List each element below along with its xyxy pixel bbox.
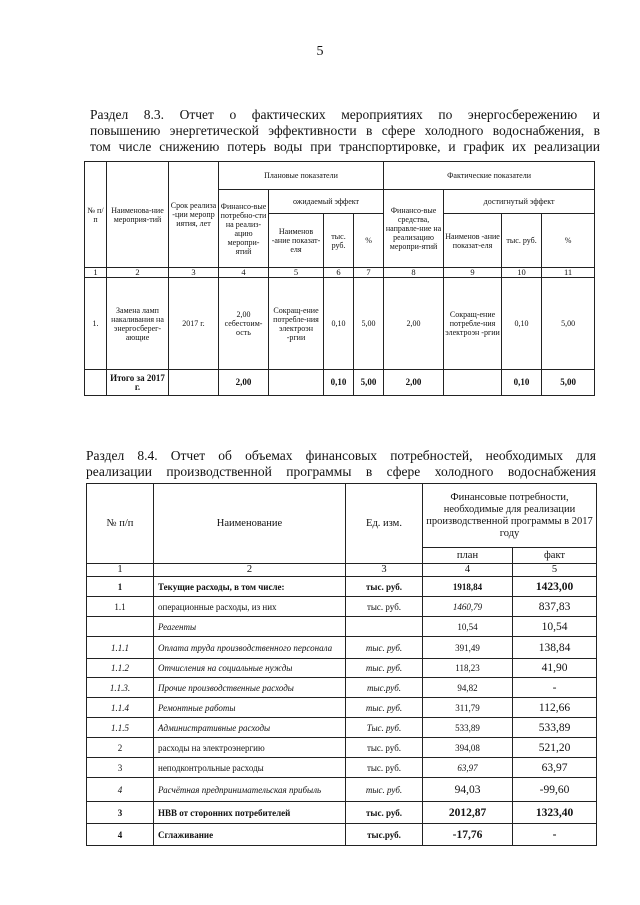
row-name: НВВ от сторонних потребителей [154, 802, 346, 824]
indicator-name-header: Наименов -ание показат-еля [444, 214, 502, 268]
fact-header: факт [513, 548, 597, 564]
col-number: 10 [502, 268, 542, 278]
fin-actual-header: Финансо-вые средства, направле-ние на реализацию меропри-ятий [384, 190, 444, 268]
col-num-header: № п/п [85, 162, 107, 268]
row-num: 2 [87, 738, 154, 758]
row-unit: тыс. руб. [346, 597, 423, 617]
row-fact: 63,97 [513, 758, 597, 778]
row-unit: тыс. руб. [346, 802, 423, 824]
measure-name: Замена ламп накаливания на энергосберег-ающие [107, 278, 169, 370]
row-name: Текущие расходы, в том числе: [154, 577, 346, 597]
row-plan: 10,54 [423, 617, 513, 637]
table-row [87, 758, 597, 778]
col-number: 3 [346, 564, 423, 577]
row-plan: -17,76 [423, 824, 513, 846]
row-unit: тыс. руб. [346, 577, 423, 597]
row-name: Ремонтные работы [154, 698, 346, 718]
table-row [87, 678, 597, 698]
row-fact: 533,89 [513, 718, 597, 738]
col-number: 2 [154, 564, 346, 577]
row-num: 4 [87, 824, 154, 846]
row-plan: 533,89 [423, 718, 513, 738]
row-name: Сглаживание [154, 824, 346, 846]
row-num: 1.1.3. [87, 678, 154, 698]
row-plan: 1918,84 [423, 577, 513, 597]
row-name: Расчётная предпринимательская прибыль [154, 778, 346, 802]
row-fact: 10,54 [513, 617, 597, 637]
row-name: Реагенты [154, 617, 346, 637]
row-fact: 1323,40 [513, 802, 597, 824]
col-number: 2 [107, 268, 169, 278]
col-number: 7 [354, 268, 384, 278]
fin-plan-header: Финансо-вые потребно-сти на реализ-ацию меропри-ятий [219, 190, 269, 268]
row-fact: 138,84 [513, 637, 597, 659]
section-8-4-title [86, 448, 596, 480]
table-row [87, 659, 597, 678]
row-plan: 2012,87 [423, 802, 513, 824]
row-fact: 41,90 [513, 659, 597, 678]
financial-needs-table [86, 483, 597, 846]
total-plan-thousand-rub: 0,10 [324, 370, 354, 396]
title-line: Раздел 8.4. Отчет об объемах финансовых потребностей, необходимых для [86, 448, 596, 463]
row-num: 1. [85, 278, 107, 370]
row-fact: - [513, 824, 597, 846]
row-num: 1.1.2 [87, 659, 154, 678]
row-plan: 394,08 [423, 738, 513, 758]
col-number: 1 [87, 564, 154, 577]
expected-effect-header: ожидаемый эффект [269, 190, 384, 214]
row-fact: 1423,00 [513, 577, 597, 597]
percent-header: % [542, 214, 595, 268]
row-num [87, 617, 154, 637]
unit-header: тыс. руб. [324, 214, 354, 268]
row-num: 1.1.5 [87, 718, 154, 738]
table-row [87, 637, 597, 659]
fin-plan: 2,00 себестоим-ость [219, 278, 269, 370]
indicator-name-header: Наименов -ание показат-еля [269, 214, 324, 268]
plan-percent: 5,00 [354, 278, 384, 370]
energy-saving-table [84, 161, 595, 396]
col-name-header: Наименование [154, 484, 346, 564]
row-unit: тыс. руб. [346, 698, 423, 718]
actual-thousand-rub: 0,10 [502, 278, 542, 370]
col-unit-header: Ед. изм. [346, 484, 423, 564]
row-plan: 1460,79 [423, 597, 513, 617]
row-num: 3 [87, 758, 154, 778]
row-fact: -99,60 [513, 778, 597, 802]
col-number: 1 [85, 268, 107, 278]
actual-percent: 5,00 [542, 278, 595, 370]
plan-header: план [423, 548, 513, 564]
row-name: Прочие производственные расходы [154, 678, 346, 698]
page-number: 5 [316, 44, 324, 59]
table-row [87, 718, 597, 738]
row-plan: 94,03 [423, 778, 513, 802]
row-unit: тыс. руб. [346, 659, 423, 678]
row-fact: 112,66 [513, 698, 597, 718]
planned-header: Плановые показатели [219, 162, 384, 190]
row-unit: Тыс. руб. [346, 718, 423, 738]
row-name: расходы на электроэнергию [154, 738, 346, 758]
table-row [87, 824, 597, 846]
row-unit: тыс. руб. [346, 738, 423, 758]
fin-needs-header: Финансовые потребности, необходимые для реализации производственной программы в 2017 году [423, 484, 597, 548]
row-plan: 118,23 [423, 659, 513, 678]
row-unit: тыс. руб. [346, 778, 423, 802]
col-num-header: № п/п [87, 484, 154, 564]
col-number: 11 [542, 268, 595, 278]
col-term-header: Срок реализа -ции меропр иятия, лет [169, 162, 219, 268]
total-actual-thousand-rub: 0,10 [502, 370, 542, 396]
col-number: 9 [444, 268, 502, 278]
col-number: 3 [169, 268, 219, 278]
title-line: том числе снижению потерь воды при транспортировке, и график их реализации [90, 139, 600, 154]
table-row [87, 738, 597, 758]
total-actual-percent: 5,00 [542, 370, 595, 396]
row-fact: 521,20 [513, 738, 597, 758]
row-name: Оплата труда производственного персонала [154, 637, 346, 659]
row-name: операционные расходы, из них [154, 597, 346, 617]
unit-header: тыс. руб. [502, 214, 542, 268]
row-plan: 94,82 [423, 678, 513, 698]
total-row [85, 370, 595, 396]
fin-actual: 2,00 [384, 278, 444, 370]
row-fact: 837,83 [513, 597, 597, 617]
indicator-plan: Сокращ-ение потребле-ния электроэн -ргии [269, 278, 324, 370]
col-number: 5 [269, 268, 324, 278]
total-fin-plan: 2,00 [219, 370, 269, 396]
row-num: 4 [87, 778, 154, 802]
table-row [87, 577, 597, 597]
row-plan: 311,79 [423, 698, 513, 718]
title-line: реализации производственной программы в сфере холодного водоснабжения [86, 464, 596, 479]
table-row [87, 698, 597, 718]
total-fin-actual: 2,00 [384, 370, 444, 396]
actual-header: Фактические показатели [384, 162, 595, 190]
title-line: повышению энергетической эффективности в сфере холодного водоснабжения, в [90, 123, 600, 138]
row-name: Отчисления на социальные нужды [154, 659, 346, 678]
row-num: 1.1 [87, 597, 154, 617]
section-8-3-title [90, 107, 600, 155]
col-name-header: Наименова-ние мероприя-тий [107, 162, 169, 268]
row-num: 1.1.1 [87, 637, 154, 659]
col-number: 8 [384, 268, 444, 278]
row-unit: тыс.руб. [346, 678, 423, 698]
row-num: 1 [87, 577, 154, 597]
col-number: 5 [513, 564, 597, 577]
percent-header: % [354, 214, 384, 268]
row-plan: 63,97 [423, 758, 513, 778]
term: 2017 г. [169, 278, 219, 370]
row-plan: 391,49 [423, 637, 513, 659]
col-number: 4 [423, 564, 513, 577]
table-row [85, 278, 595, 370]
table-row [87, 802, 597, 824]
row-name: неподконтрольные расходы [154, 758, 346, 778]
row-unit: тыс. руб. [346, 758, 423, 778]
row-fact: - [513, 678, 597, 698]
row-num: 3 [87, 802, 154, 824]
table-row [87, 778, 597, 802]
row-unit: тыс.руб. [346, 824, 423, 846]
row-unit [346, 617, 423, 637]
row-num: 1.1.4 [87, 698, 154, 718]
table-row [87, 617, 597, 637]
col-number: 6 [324, 268, 354, 278]
col-number: 4 [219, 268, 269, 278]
table-row [87, 597, 597, 617]
row-name: Административные расходы [154, 718, 346, 738]
total-plan-percent: 5,00 [354, 370, 384, 396]
total-label: Итого за 2017 г. [107, 370, 169, 396]
row-unit: тыс. руб. [346, 637, 423, 659]
achieved-effect-header: достигнутый эффект [444, 190, 595, 214]
title-line: Раздел 8.3. Отчет о фактических мероприятиях по энергосбережению и [90, 107, 600, 122]
indicator-actual: Сокращ-ение потребле-ния электроэн -ргии [444, 278, 502, 370]
plan-thousand-rub: 0,10 [324, 278, 354, 370]
